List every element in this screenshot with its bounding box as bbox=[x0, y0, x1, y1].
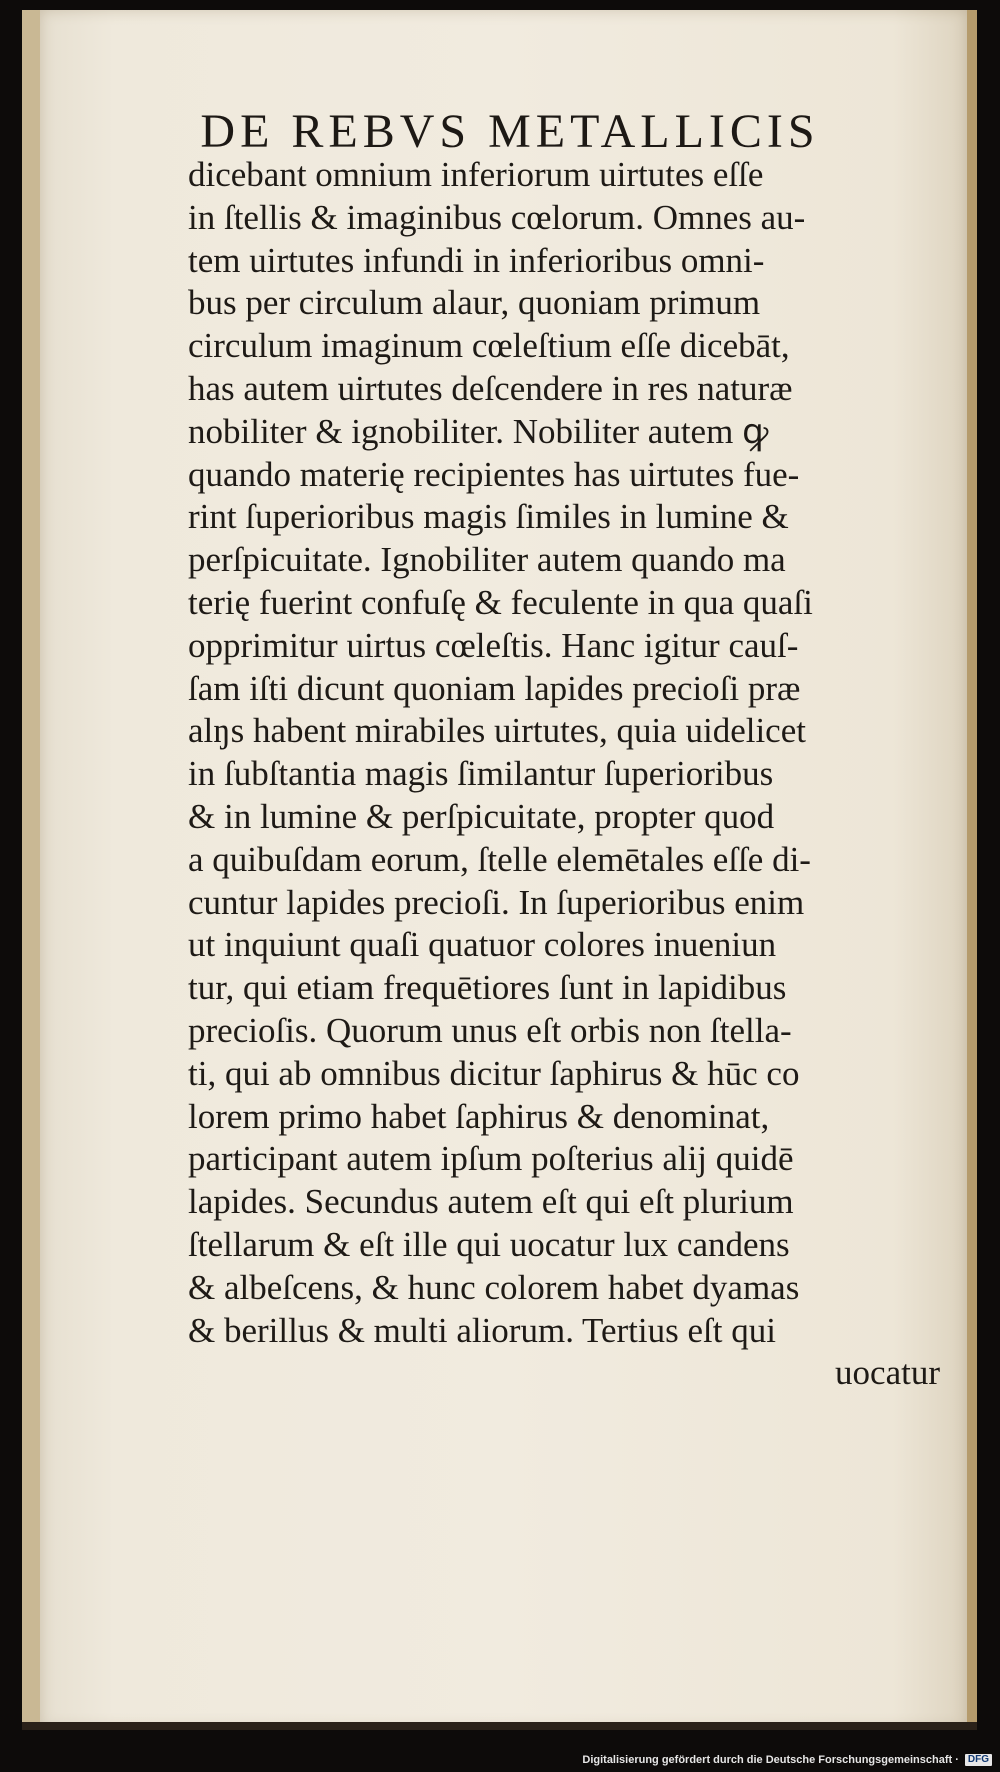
text-line: & in lumine & perſpicuitate, propter quod bbox=[188, 796, 775, 836]
catchword: uocatur bbox=[835, 1353, 940, 1393]
text-line: & albeſcens, & hunc colorem habet dyamas bbox=[188, 1267, 800, 1307]
text-line: quando materię recipientes has uirtutes fue- bbox=[188, 454, 800, 494]
text-line: tem uirtutes infundi in inferioribus omni- bbox=[188, 240, 765, 280]
text-line: tur, qui etiam frequētiores ſunt in lapidibus bbox=[188, 968, 787, 1008]
page-bottom-edge bbox=[22, 1722, 977, 1730]
text-line: participant autem ipſum poſterius alij quidē bbox=[188, 1139, 794, 1179]
credit-text: Digitalisierung gefördert durch die Deutsche Forschungsgemeinschaft · bbox=[582, 1754, 959, 1766]
text-line: terię fuerint confuſę & feculente in qua quaſi bbox=[188, 582, 813, 622]
digitization-credit bbox=[582, 1752, 992, 1768]
text-line: a quibuſdam eorum, ſtelle elemētales eſſe di- bbox=[188, 839, 811, 879]
text-line: in ſtellis & imaginibus cœlorum. Omnes au- bbox=[188, 197, 806, 237]
text-line: bus per circulum alaur, quoniam primum bbox=[188, 283, 761, 323]
text-line: ut inquiunt quaſi quatuor colores inueniun bbox=[188, 925, 777, 965]
text-line: & berillus & multi aliorum. Tertius eſt qui bbox=[188, 1310, 776, 1350]
text-line: ti, qui ab omnibus dicitur ſaphirus & hūc co bbox=[188, 1053, 800, 1093]
text-line: opprimitur uirtus cœleſtis. Hanc igitur cauſ- bbox=[188, 625, 799, 665]
text-line: lorem primo habet ſaphirus & denominat, bbox=[188, 1096, 770, 1136]
text-line: circulum imaginum cœleſtium eſſe dicebāt, bbox=[188, 326, 790, 366]
text-line: nobiliter & ignobiliter. Nobiliter autem ꝙ bbox=[188, 411, 769, 451]
text-line: lapides. Secundus autem eſt qui eſt plurium bbox=[188, 1182, 794, 1222]
text-line: precioſis. Quorum unus eſt orbis non ſtella- bbox=[188, 1010, 792, 1050]
text-line: cuntur lapides precioſi. In ſuperioribus enim bbox=[188, 882, 805, 922]
text-line: perſpicuitate. Ignobiliter autem quando ma bbox=[188, 540, 786, 580]
dfg-logo-icon: DFG bbox=[965, 1754, 992, 1766]
text-line: dicebant omnium inferiorum uirtutes eſſe bbox=[188, 155, 764, 194]
text-line: ſam iſti dicunt quoniam lapides precioſi præ bbox=[188, 668, 801, 708]
text-line: rint ſuperioribus magis ſimiles in lumine & bbox=[188, 497, 789, 537]
text-line: ſtellarum & eſt ille qui uocatur lux candens bbox=[188, 1224, 790, 1264]
text-line: has autem uirtutes deſcendere in res naturæ bbox=[188, 368, 793, 408]
body-text bbox=[188, 154, 948, 1395]
running-header: DE REBVS METALLICIS bbox=[200, 105, 820, 158]
text-line: in ſubſtantia magis ſimilantur ſuperioribus bbox=[188, 754, 774, 794]
text-line: alŋs habent mirabiles uirtutes, quia uidelicet bbox=[188, 711, 806, 751]
